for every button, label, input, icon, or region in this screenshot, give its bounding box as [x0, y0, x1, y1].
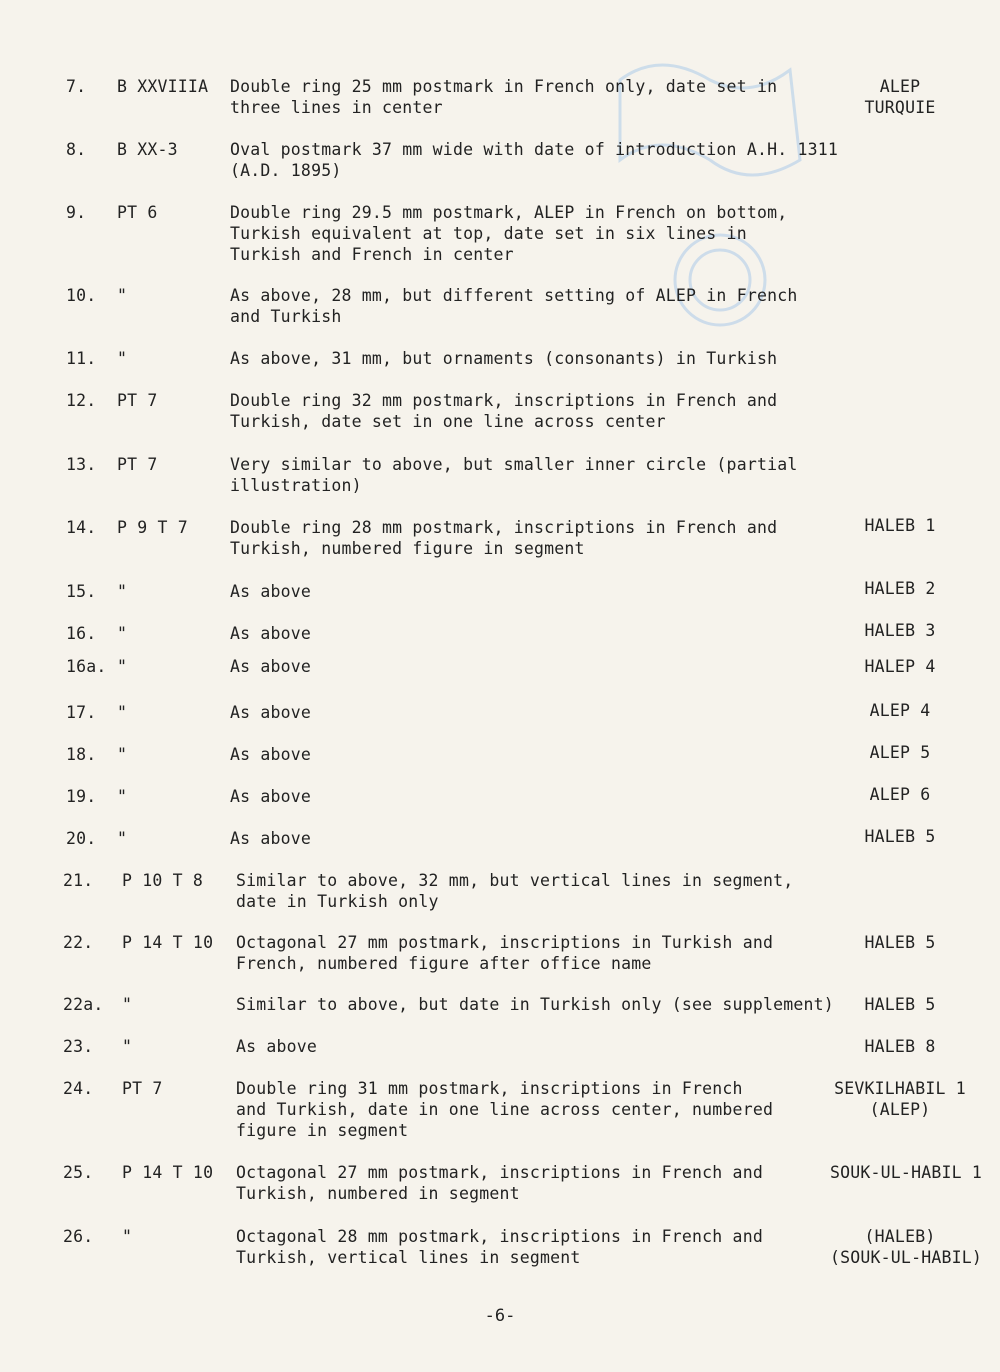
entry-number: 22. — [63, 933, 94, 952]
description-line: Turkish, numbered figure in segment — [230, 539, 585, 558]
entry-office — [830, 1036, 970, 1057]
office-line: ALEP — [879, 77, 921, 96]
entry-type: " — [117, 657, 128, 676]
entry-number: 9. — [66, 203, 87, 222]
entry-office — [830, 656, 970, 677]
description-line: Turkish, numbered in segment — [236, 1184, 520, 1203]
entry-office — [830, 700, 970, 721]
entry-type: PT 7 — [117, 455, 158, 474]
entry-type: " — [117, 829, 128, 848]
entry-type: " — [122, 1037, 133, 1056]
description-line: three lines in center — [230, 98, 443, 117]
description-line: As above — [230, 657, 312, 676]
entry-description — [230, 454, 860, 496]
description-line: As above — [230, 745, 312, 764]
description-line: Octagonal 27 mm postmark, inscriptions in French and — [236, 1163, 763, 1182]
entry-description — [230, 285, 860, 327]
entry-description — [236, 1078, 866, 1141]
description-line: figure in segment — [236, 1121, 409, 1140]
entry-number: 26. — [63, 1227, 94, 1246]
entry-description — [230, 390, 860, 432]
entry-type: " — [117, 624, 128, 643]
description-line: Similar to above, 32 mm, but vertical lines in segment, — [236, 871, 794, 890]
office-line: TURQUIE — [864, 98, 936, 117]
entry-description — [230, 786, 860, 807]
description-line: As above, 31 mm, but ornaments (consonants) in Turkish — [230, 349, 778, 368]
office-line: HALEB 2 — [864, 579, 936, 598]
entry-office — [830, 742, 970, 763]
entry-number: 11. — [66, 349, 97, 368]
office-line: HALEB 1 — [864, 516, 936, 535]
entry-type: P 10 T 8 — [122, 871, 204, 890]
office-line: (HALEB) — [864, 1227, 936, 1246]
entry-type: " — [122, 1227, 133, 1246]
entry-description — [230, 76, 860, 118]
office-line: HALEP 4 — [864, 657, 936, 676]
entry-number: 25. — [63, 1163, 94, 1182]
office-line: HALEB 3 — [864, 621, 936, 640]
description-line: Octagonal 28 mm postmark, inscriptions in French and — [236, 1227, 763, 1246]
description-line: Double ring 25 mm postmark in French only, date set in — [230, 77, 778, 96]
office-line: SOUK-UL-HABIL 1 — [830, 1163, 983, 1182]
entry-type: " — [117, 349, 128, 368]
entry-number: 14. — [66, 518, 97, 537]
entry-office — [830, 1078, 970, 1120]
entry-description — [230, 139, 860, 181]
entry-description — [236, 994, 866, 1015]
description-line: Turkish and French in center — [230, 245, 514, 264]
entry-number: 10. — [66, 286, 97, 305]
entry-type: PT 7 — [122, 1079, 163, 1098]
entry-type: " — [117, 787, 128, 806]
description-line: As above — [230, 624, 312, 643]
entry-type: PT 7 — [117, 391, 158, 410]
office-line: HALEB 5 — [864, 933, 936, 952]
description-line: As above — [230, 703, 312, 722]
office-line: HALEB 8 — [864, 1037, 936, 1056]
entry-type: P 14 T 10 — [122, 1163, 214, 1182]
description-line: date in Turkish only — [236, 892, 439, 911]
office-line: ALEP 4 — [869, 701, 931, 720]
office-line: (SOUK-UL-HABIL) — [830, 1248, 983, 1267]
entry-description — [236, 1226, 866, 1268]
description-line: As above — [230, 582, 312, 601]
entry-office — [830, 578, 970, 599]
office-line: (ALEP) — [869, 1100, 931, 1119]
description-line: and Turkish, date in one line across center, numbered — [236, 1100, 774, 1119]
entry-number: 12. — [66, 391, 97, 410]
entry-description — [230, 828, 860, 849]
entry-description — [230, 517, 860, 559]
entry-description — [236, 1036, 866, 1057]
entry-description — [230, 656, 860, 677]
entry-number: 24. — [63, 1079, 94, 1098]
entry-office — [830, 932, 970, 953]
description-line: Turkish equivalent at top, date set in six lines in — [230, 224, 747, 243]
entry-number: 17. — [66, 703, 97, 722]
entry-type: PT 6 — [117, 203, 158, 222]
description-line: As above — [230, 829, 312, 848]
entry-description — [230, 581, 860, 602]
entry-number: 18. — [66, 745, 97, 764]
description-line: and Turkish — [230, 307, 342, 326]
entry-type: " — [122, 995, 133, 1014]
entry-description — [230, 623, 860, 644]
entry-description — [236, 1162, 866, 1204]
description-line: Double ring 28 mm postmark, inscriptions in French and — [230, 518, 778, 537]
entry-type: " — [117, 286, 128, 305]
entry-office — [830, 515, 970, 536]
entry-description — [236, 870, 866, 912]
description-line: Oval postmark 37 mm wide with date of introduction A.H. 1311 — [230, 140, 839, 159]
entry-office — [830, 1226, 983, 1268]
entry-office — [830, 1162, 983, 1183]
description-line: Turkish, date set in one line across center — [230, 412, 666, 431]
entry-type: " — [117, 582, 128, 601]
entry-office — [830, 620, 970, 641]
description-line: Double ring 31 mm postmark, inscriptions in French — [236, 1079, 743, 1098]
description-line: illustration) — [230, 476, 362, 495]
description-line: As above, 28 mm, but different setting of ALEP in French — [230, 286, 798, 305]
description-line: Turkish, vertical lines in segment — [236, 1248, 581, 1267]
office-line: ALEP 5 — [869, 743, 931, 762]
entry-number: 13. — [66, 455, 97, 474]
page-number: -6- — [484, 1306, 516, 1326]
entry-number: 20. — [66, 829, 97, 848]
entry-number: 19. — [66, 787, 97, 806]
office-line: HALEB 5 — [864, 827, 936, 846]
entry-description — [230, 202, 860, 265]
entry-number: 15. — [66, 582, 97, 601]
description-line: Similar to above, but date in Turkish only (see supplement) — [236, 995, 834, 1014]
office-line: ALEP 6 — [869, 785, 931, 804]
entry-type: " — [117, 703, 128, 722]
description-line: Octagonal 27 mm postmark, inscriptions in Turkish and — [236, 933, 774, 952]
entry-office — [830, 76, 970, 118]
description-line: Very similar to above, but smaller inner circle (partial — [230, 455, 798, 474]
entry-number: 22a. — [63, 995, 104, 1014]
description-line: Double ring 29.5 mm postmark, ALEP in French on bottom, — [230, 203, 788, 222]
entry-description — [236, 932, 866, 974]
entry-type: P 14 T 10 — [122, 933, 214, 952]
entry-number: 7. — [66, 77, 87, 96]
entry-number: 8. — [66, 140, 87, 159]
entry-number: 16a. — [66, 657, 107, 676]
entry-type: " — [117, 745, 128, 764]
entry-description — [230, 744, 860, 765]
entry-office — [830, 826, 970, 847]
entry-type: B XX-3 — [117, 140, 178, 159]
entry-number: 16. — [66, 624, 97, 643]
entry-office — [830, 784, 970, 805]
description-line: As above — [236, 1037, 318, 1056]
description-line: French, numbered figure after office name — [236, 954, 652, 973]
entry-description — [230, 348, 860, 369]
entry-office — [830, 994, 970, 1015]
description-line: (A.D. 1895) — [230, 161, 342, 180]
office-line: HALEB 5 — [864, 995, 936, 1014]
office-line: SEVKILHABIL 1 — [834, 1079, 966, 1098]
entry-number: 23. — [63, 1037, 94, 1056]
description-line: Double ring 32 mm postmark, inscriptions in French and — [230, 391, 778, 410]
description-line: As above — [230, 787, 312, 806]
entry-description — [230, 702, 860, 723]
entry-type: P 9 T 7 — [117, 518, 188, 537]
entry-type: B XXVIIIA — [117, 77, 209, 96]
entry-number: 21. — [63, 871, 94, 890]
